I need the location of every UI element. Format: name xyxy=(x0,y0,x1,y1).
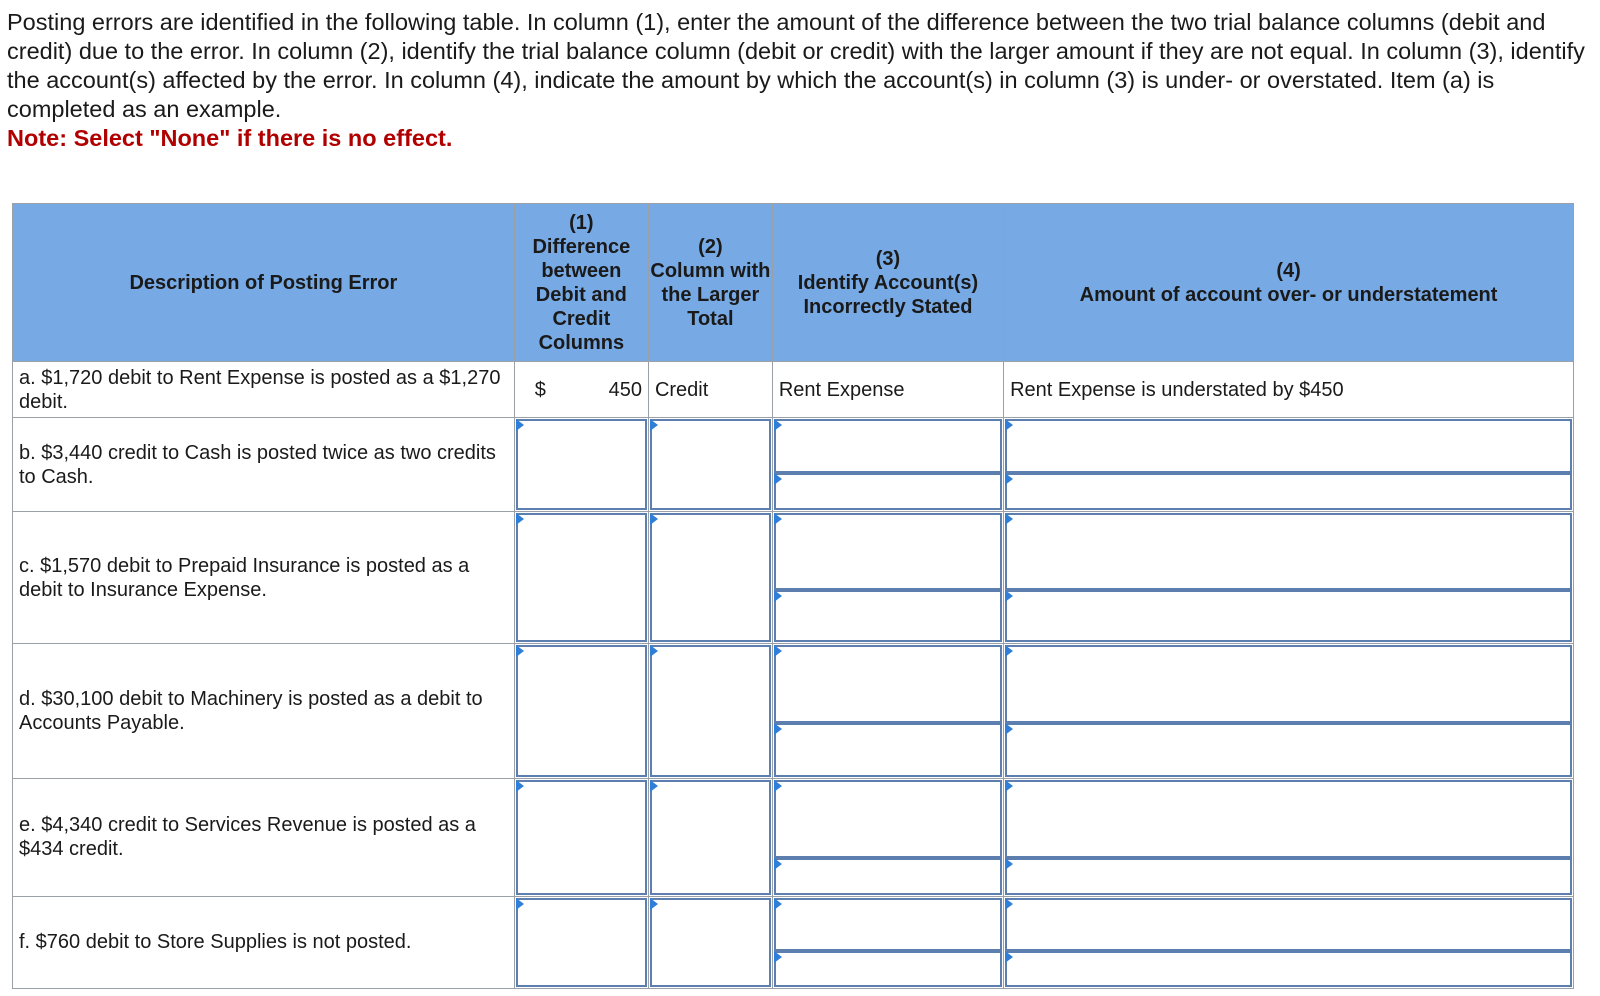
table-row-d xyxy=(13,644,1574,778)
row-c-account-cell xyxy=(772,511,1003,643)
table-row-e xyxy=(13,778,1574,896)
row-d-account-select-1[interactable] xyxy=(774,645,1002,723)
header-col4-num: (4) xyxy=(1276,259,1301,282)
row-b-amount-cell xyxy=(1004,418,1574,511)
row-e-amount-cell xyxy=(1004,778,1574,896)
row-d-difference-input[interactable] xyxy=(516,645,647,776)
row-a-description: a. $1,720 debit to Rent Expense is posted as a $1,270 debit. xyxy=(13,362,515,418)
row-d-column-cell xyxy=(648,644,772,778)
row-e-description: e. $4,340 credit to Services Revenue is posted as a $434 credit. xyxy=(13,778,515,896)
row-e-account-select-1[interactable] xyxy=(774,780,1002,858)
row-e-account-cell xyxy=(772,778,1003,896)
row-a-account: Rent Expense xyxy=(772,362,1003,418)
row-d-account-cell xyxy=(772,644,1003,778)
row-f-amount-select-1[interactable] xyxy=(1005,898,1572,951)
row-e-difference-cell xyxy=(514,778,648,896)
header-col1-label: Difference between Debit and Credit Columns xyxy=(532,235,631,354)
row-c-difference-cell xyxy=(514,511,648,643)
row-f-amount-cell xyxy=(1004,896,1574,988)
posting-errors-table xyxy=(12,203,1574,989)
row-b-account-select-1[interactable] xyxy=(774,419,1002,473)
row-f-account-select-2[interactable] xyxy=(774,951,1002,987)
table-row-f xyxy=(13,896,1574,988)
row-a-currency: $ xyxy=(534,378,546,401)
row-f-difference-input[interactable] xyxy=(516,898,647,987)
row-c-amount-select-1[interactable] xyxy=(1005,513,1572,590)
row-b-description: b. $3,440 credit to Cash is posted twice as two credits to Cash. xyxy=(13,418,515,511)
row-f-description: f. $760 debit to Store Supplies is not posted. xyxy=(13,896,515,988)
row-d-account-select-2[interactable] xyxy=(774,723,1002,776)
header-col4-label: Amount of account over- or understatement xyxy=(1079,283,1498,306)
row-e-amount-select-2[interactable] xyxy=(1005,858,1572,895)
header-col1-num: (1) xyxy=(569,211,594,234)
row-b-difference-cell xyxy=(514,418,648,511)
row-d-difference-cell xyxy=(514,644,648,778)
row-e-account-select-2[interactable] xyxy=(774,858,1002,895)
row-c-account-select-1[interactable] xyxy=(774,513,1002,590)
instructions-note: Note: Select "None" if there is no effect. xyxy=(7,125,453,151)
header-col1 xyxy=(514,204,648,362)
row-b-amount-select-1[interactable] xyxy=(1005,419,1572,473)
table-row-a xyxy=(13,362,1574,418)
header-description xyxy=(13,204,515,362)
header-col3 xyxy=(772,204,1003,362)
header-row xyxy=(13,204,1574,362)
row-c-column-select[interactable] xyxy=(650,513,771,642)
row-c-amount-select-2[interactable] xyxy=(1005,590,1572,642)
row-d-description: d. $30,100 debit to Machinery is posted as a debit to Accounts Payable. xyxy=(13,644,515,778)
row-b-difference-input[interactable] xyxy=(516,419,647,509)
header-description-label: Description of Posting Error xyxy=(129,271,398,294)
row-c-difference-input[interactable] xyxy=(516,513,647,642)
header-col3-label: Identify Account(s) Incorrectly Stated xyxy=(797,271,979,318)
table-row-c xyxy=(13,511,1574,643)
row-f-account-select-1[interactable] xyxy=(774,898,1002,951)
instructions-block xyxy=(7,8,1587,153)
row-d-column-select[interactable] xyxy=(650,645,771,776)
row-e-column-cell xyxy=(648,778,772,896)
row-a-amount: Rent Expense is understated by $450 xyxy=(1004,362,1574,418)
row-e-amount-select-1[interactable] xyxy=(1005,780,1572,858)
header-col2-label: Column with the Larger Total xyxy=(650,259,771,330)
header-col2-num: (2) xyxy=(698,235,723,258)
row-f-difference-cell xyxy=(514,896,648,988)
row-d-amount-select-2[interactable] xyxy=(1005,723,1572,776)
header-col4 xyxy=(1004,204,1574,362)
row-a-difference xyxy=(514,362,648,418)
row-b-account-select-2[interactable] xyxy=(774,473,1002,509)
row-a-column: Credit xyxy=(648,362,772,418)
instructions-text: Posting errors are identified in the following table. In column (1), enter the amount of the difference between the two trial balance columns (debit and credit) due to the error. In column (2), identify the trial balance column (debit or credit) with the larger amount if they are not equal. In column (3), identify the account(s) affected by the error. In column (4), indicate the amount by which the account(s) in column (3) is under- or overstated. Item (a) is completed as an example. xyxy=(7,9,1585,122)
row-b-account-cell xyxy=(772,418,1003,511)
header-col3-num: (3) xyxy=(875,247,901,270)
row-e-column-select[interactable] xyxy=(650,780,771,895)
row-f-account-cell xyxy=(772,896,1003,988)
row-b-column-cell xyxy=(648,418,772,511)
row-b-amount-select-2[interactable] xyxy=(1005,473,1572,509)
row-f-amount-select-2[interactable] xyxy=(1005,951,1572,987)
row-c-description: c. $1,570 debit to Prepaid Insurance is posted as a debit to Insurance Expense. xyxy=(13,511,515,643)
header-col2 xyxy=(648,204,772,362)
row-d-amount-cell xyxy=(1004,644,1574,778)
row-e-difference-input[interactable] xyxy=(516,780,647,895)
row-f-column-cell xyxy=(648,896,772,988)
row-b-column-select[interactable] xyxy=(650,419,771,509)
table-row-b xyxy=(13,418,1574,511)
row-f-column-select[interactable] xyxy=(650,898,771,987)
row-c-amount-cell xyxy=(1004,511,1574,643)
row-d-amount-select-1[interactable] xyxy=(1005,645,1572,723)
row-c-account-select-2[interactable] xyxy=(774,590,1002,642)
row-a-difference-value: 450 xyxy=(608,378,642,401)
row-c-column-cell xyxy=(648,511,772,643)
